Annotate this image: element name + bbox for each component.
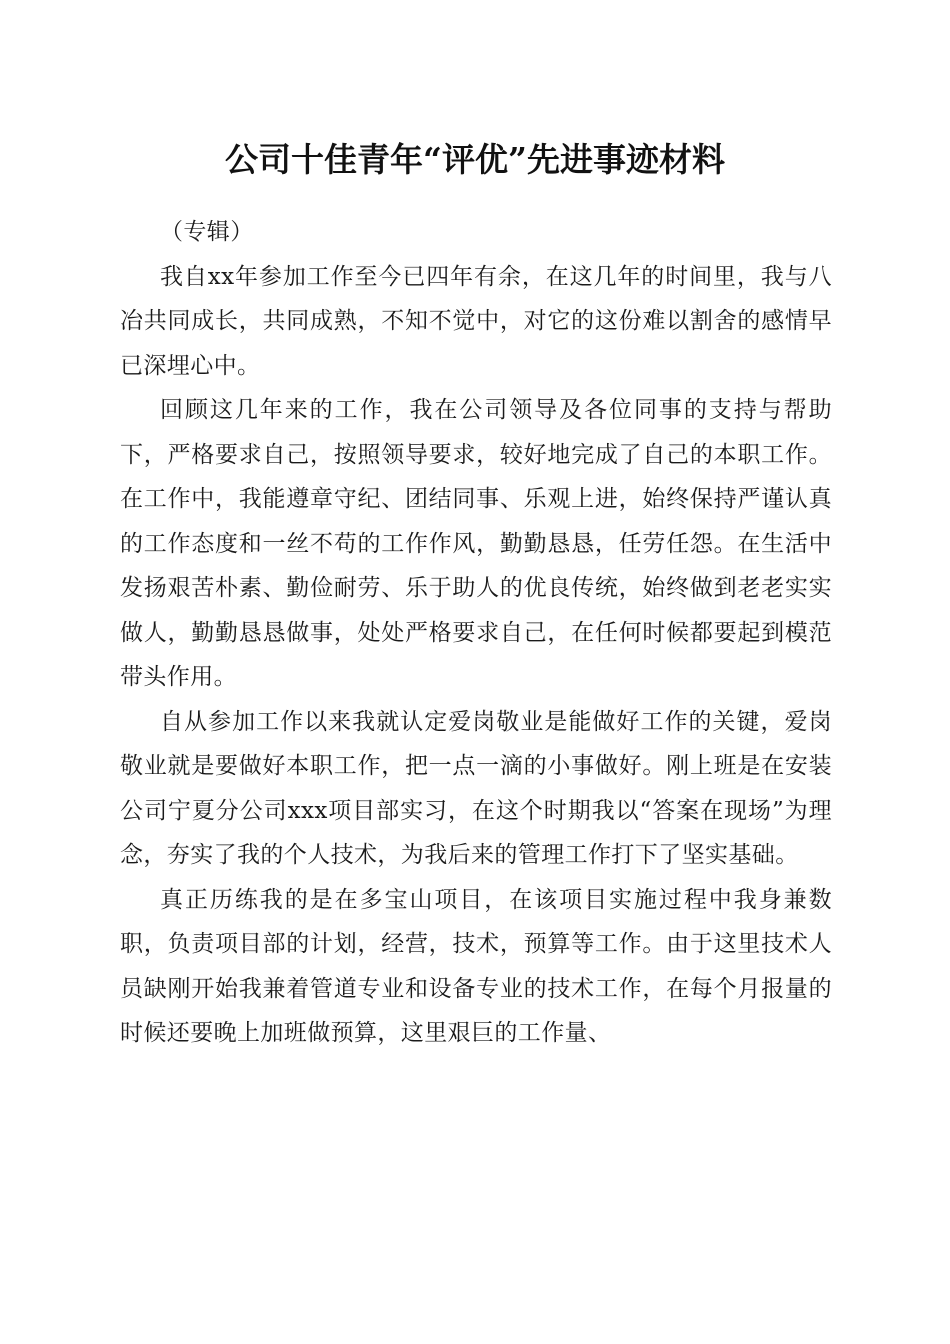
paragraph: 回顾这几年来的工作，我在公司领导及各位同事的支持与帮助下，严格要求自己，按照领导要求，较好地完成了自己的本职工作。在工作中，我能遵章守纪、团结同事、乐观上进，始终保持严谨认真的工作态度和一丝不苟的工作作风，勤勤恳恳，任劳任怨。在生活中发扬艰苦朴素、勤俭耐劳、乐于助人的优良传统，始终做到老老实实做人，勤勤恳恳做事，处处严格要求自己，在任何时候都要起到模范带头作用。 (120, 397, 832, 690)
document-title: 公司十佳青年“评优”先进事迹材料 (225, 140, 725, 179)
paragraph: 真正历练我的是在多宝山项目，在该项目实施过程中我身兼数职，负责项目部的计划，经营，技术，预算等工作。由于这里技术人员缺刚开始我兼着管道专业和设备专业的技术工作，在每个月报量的时候还要晚上加班做预算，这里艰巨的工作量、 (120, 886, 832, 1046)
paragraph: 我自xx年参加工作至今已四年有余，在这几年的时间里，我与八冶共同成长，共同成熟，不知不觉中，对它的这份难以割舍的感情早已深埋心中。 (120, 263, 832, 379)
document-subtitle: （专辑） (160, 219, 254, 245)
document-body (120, 210, 832, 1056)
paragraph: 自从参加工作以来我就认定爱岗敬业是能做好工作的关键，爱岗敬业就是要做好本职工作，把一点一滴的小事做好。刚上班是在安装公司宁夏分公司xxx项目部实习，在这个时期我以“答案在现场”为理念，夯实了我的个人技术，为我后来的管理工作打下了坚实基础。 (120, 708, 832, 868)
